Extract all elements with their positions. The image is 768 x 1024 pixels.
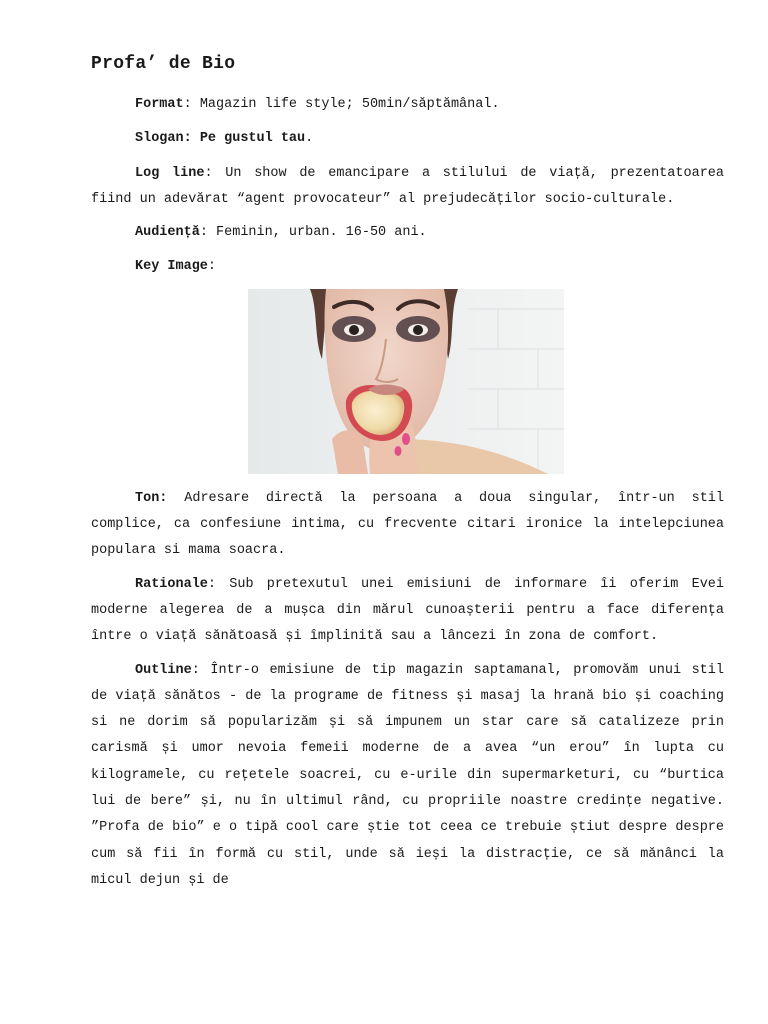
ton-text: Adresare directă la persoana a doua singular, într-un stil complice, ca confesiune intima, cu frecvente citari ironice la intelepciunea populara si mama soacra.: [91, 490, 724, 559]
key-image-label: Key Image: [135, 259, 208, 275]
key-image-line: [91, 254, 724, 280]
logline-sep: :: [204, 165, 213, 181]
outline-sep: :: [191, 662, 200, 678]
document-page: [91, 52, 724, 901]
slogan-sep: :: [183, 131, 200, 147]
logline-text: Un show de emancipare a stilului de viață, prezentatoarea fiind un adevărat “agent provocateur” al prejudecăților socio-culturale.: [91, 165, 724, 207]
slogan-label: Slogan: [135, 131, 184, 147]
woman-eating-apple-illustration: [248, 289, 564, 474]
rationale-label: Rationale: [135, 576, 208, 592]
slogan-line: [91, 126, 724, 152]
ton-label: Ton:: [135, 490, 168, 506]
outline-text: Într-o emisiune de tip magazin saptamanal, promovăm unui stil de viață sănătos - de la programe de fitness și masaj la hrană bio și coaching si ne dorim să popularizăm și să impunem un star care să catalizeze prin carismă și umor nevoia femeii moderne de a avea “un erou” în lupta cu kilogramele, cu rețetele soacrei, cu e-urile din supermarketuri, cu “burtica lui de bere” și, nu în ultimul rând, cu propriile noastre credințe negative. ”Profa de bio” e o tipă cool care știe tot ceea ce trebuie știut despre despre cum să fii în formă cu stil, unde să ieși la distracție, ce să mănânci la micul dejun și de: [91, 662, 724, 888]
format-text: Magazin life style; 50min/săptămânal.: [191, 97, 500, 112]
audienta-line: [91, 220, 724, 246]
audienta-label: Audiență: [135, 225, 200, 241]
logline-paragraph: [91, 161, 724, 214]
rationale-text: Sub pretexutul unei emisiuni de informare îi oferim Evei moderne alegerea de a mușca din mărul cunoașterii pentru a face diferența între o viață sănătoasă și împlinită sau a lâncezi în zona de comfort.: [91, 576, 724, 645]
slogan-end: .: [305, 131, 314, 147]
logline-label: Log line: [135, 165, 205, 181]
rationale-sep: :: [207, 576, 217, 592]
format-label: Format: [135, 97, 184, 112]
ton-paragraph: [91, 486, 724, 565]
key-image-sep: :: [207, 259, 217, 275]
slogan-value: Pe gustul tau: [199, 131, 306, 147]
format-line: [91, 92, 724, 118]
outline-paragraph: [91, 658, 724, 895]
audienta-sep: :: [199, 225, 208, 241]
outline-label: Outline: [135, 662, 192, 678]
rationale-paragraph: [91, 572, 724, 651]
key-image-photo: [248, 289, 564, 474]
audienta-text: Feminin, urban. 16-50 ani.: [207, 225, 427, 241]
format-sep: :: [183, 97, 192, 112]
document-title: Profa’ de Bio: [91, 54, 236, 74]
